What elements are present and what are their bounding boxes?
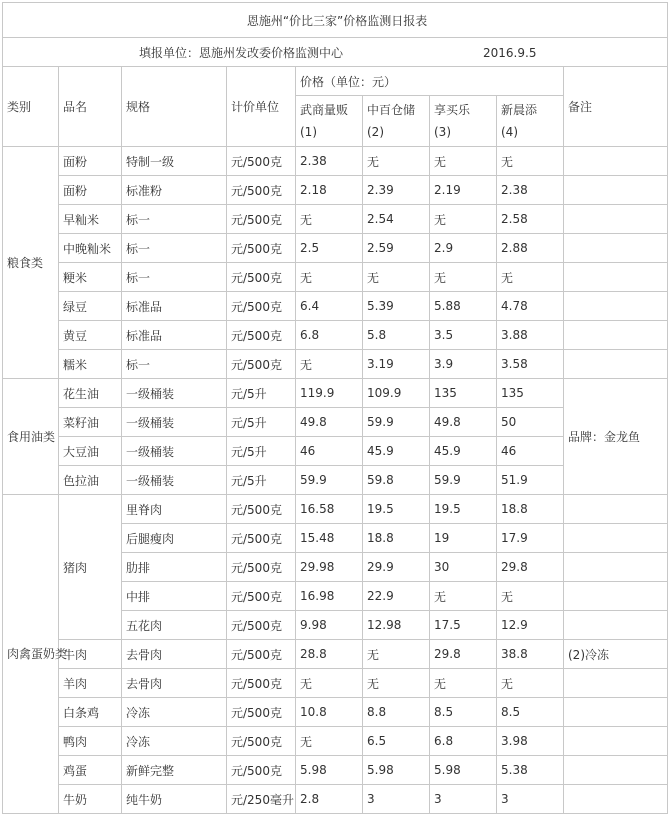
price-cell: 无 bbox=[497, 147, 564, 176]
shop-name: 中百仓储 bbox=[367, 103, 416, 117]
table-row bbox=[3, 727, 668, 756]
remark-cell bbox=[564, 147, 668, 176]
remark-cell bbox=[564, 553, 668, 582]
price-cell: 无 bbox=[497, 669, 564, 698]
price-unit: 元/500克 bbox=[227, 582, 296, 611]
header-spec: 规格 bbox=[122, 67, 227, 147]
product-spec: 五花肉 bbox=[122, 611, 227, 640]
product-spec: 一级桶装 bbox=[122, 466, 227, 495]
table-row bbox=[3, 379, 668, 408]
remark-cell bbox=[564, 234, 668, 263]
price-cell: 8.5 bbox=[497, 698, 564, 727]
price-cell: 8.8 bbox=[363, 698, 430, 727]
header-shop bbox=[497, 96, 564, 147]
price-unit: 元/5升 bbox=[227, 408, 296, 437]
remark-cell bbox=[564, 263, 668, 292]
price-cell: 30 bbox=[430, 553, 497, 582]
table-row bbox=[3, 263, 668, 292]
shop-name: 新晨添 bbox=[501, 103, 538, 117]
price-unit: 元/250毫升 bbox=[227, 785, 296, 814]
price-cell: 3.9 bbox=[430, 350, 497, 379]
price-cell: 29.9 bbox=[363, 553, 430, 582]
shop-index: (1) bbox=[300, 125, 317, 139]
price-cell: 无 bbox=[296, 727, 363, 756]
remark-cell bbox=[564, 524, 668, 553]
product-name: 牛奶 bbox=[59, 785, 122, 814]
price-cell: 29.8 bbox=[497, 553, 564, 582]
price-unit: 元/500克 bbox=[227, 727, 296, 756]
price-cell: 2.54 bbox=[363, 205, 430, 234]
price-cell: 无 bbox=[296, 263, 363, 292]
price-cell: 15.48 bbox=[296, 524, 363, 553]
product-spec: 中排 bbox=[122, 582, 227, 611]
price-unit: 元/500克 bbox=[227, 176, 296, 205]
product-name: 糯米 bbox=[59, 350, 122, 379]
product-spec: 去骨肉 bbox=[122, 640, 227, 669]
price-cell: 12.9 bbox=[497, 611, 564, 640]
remark-cell bbox=[564, 321, 668, 350]
header-remark: 备注 bbox=[564, 67, 668, 147]
price-cell: 3 bbox=[497, 785, 564, 814]
price-cell: 50 bbox=[497, 408, 564, 437]
price-cell: 2.19 bbox=[430, 176, 497, 205]
price-cell: 5.98 bbox=[430, 756, 497, 785]
price-cell: 2.59 bbox=[363, 234, 430, 263]
price-cell: 135 bbox=[430, 379, 497, 408]
product-name: 中晚籼米 bbox=[59, 234, 122, 263]
remark-cell bbox=[564, 669, 668, 698]
table-row bbox=[3, 756, 668, 785]
price-cell: 无 bbox=[363, 669, 430, 698]
price-cell: 135 bbox=[497, 379, 564, 408]
category-meat: 肉禽蛋奶类 bbox=[3, 495, 59, 814]
price-cell: 6.4 bbox=[296, 292, 363, 321]
category-grain: 粮食类 bbox=[3, 147, 59, 379]
product-spec: 纯牛奶 bbox=[122, 785, 227, 814]
price-cell: 51.9 bbox=[497, 466, 564, 495]
remark-oil: 品牌：金龙鱼 bbox=[564, 379, 668, 495]
price-cell: 18.8 bbox=[497, 495, 564, 524]
product-spec: 冷冻 bbox=[122, 727, 227, 756]
shop-name: 享买乐 bbox=[434, 103, 471, 117]
price-cell: 3.19 bbox=[363, 350, 430, 379]
remark-cell bbox=[564, 495, 668, 524]
price-cell: 无 bbox=[430, 205, 497, 234]
price-cell: 109.9 bbox=[363, 379, 430, 408]
price-unit: 元/500克 bbox=[227, 292, 296, 321]
price-cell: 无 bbox=[430, 669, 497, 698]
remark-beef: (2)冷冻 bbox=[564, 640, 668, 669]
price-cell: 无 bbox=[430, 263, 497, 292]
table-row bbox=[3, 234, 668, 263]
table-row bbox=[3, 350, 668, 379]
price-cell: 2.39 bbox=[363, 176, 430, 205]
price-cell: 119.9 bbox=[296, 379, 363, 408]
product-spec: 去骨肉 bbox=[122, 669, 227, 698]
remark-cell bbox=[564, 176, 668, 205]
product-name: 面粉 bbox=[59, 176, 122, 205]
price-cell: 17.5 bbox=[430, 611, 497, 640]
price-cell: 29.8 bbox=[430, 640, 497, 669]
table-row bbox=[3, 669, 668, 698]
price-cell: 59.8 bbox=[363, 466, 430, 495]
product-group-pork: 猪肉 bbox=[59, 495, 122, 640]
product-spec: 一级桶装 bbox=[122, 408, 227, 437]
price-unit: 元/500克 bbox=[227, 495, 296, 524]
price-cell: 无 bbox=[363, 263, 430, 292]
price-cell: 3.58 bbox=[497, 350, 564, 379]
price-cell: 17.9 bbox=[497, 524, 564, 553]
product-name: 大豆油 bbox=[59, 437, 122, 466]
price-cell: 无 bbox=[430, 582, 497, 611]
product-spec: 标一 bbox=[122, 350, 227, 379]
category-oil: 食用油类 bbox=[3, 379, 59, 495]
table-row bbox=[3, 205, 668, 234]
header-unit: 计价单位 bbox=[227, 67, 296, 147]
table-row bbox=[3, 785, 668, 814]
price-cell: 8.5 bbox=[430, 698, 497, 727]
price-cell: 49.8 bbox=[296, 408, 363, 437]
product-spec: 里脊肉 bbox=[122, 495, 227, 524]
product-name: 鸡蛋 bbox=[59, 756, 122, 785]
price-cell: 19.5 bbox=[363, 495, 430, 524]
product-name: 牛肉 bbox=[59, 640, 122, 669]
price-cell: 5.88 bbox=[430, 292, 497, 321]
price-cell: 5.98 bbox=[296, 756, 363, 785]
price-unit: 元/500克 bbox=[227, 669, 296, 698]
price-unit: 元/500克 bbox=[227, 640, 296, 669]
product-name: 黄豆 bbox=[59, 321, 122, 350]
product-name: 花生油 bbox=[59, 379, 122, 408]
table-row bbox=[3, 292, 668, 321]
price-unit: 元/5升 bbox=[227, 437, 296, 466]
price-unit: 元/5升 bbox=[227, 379, 296, 408]
price-cell: 无 bbox=[296, 205, 363, 234]
price-cell: 28.8 bbox=[296, 640, 363, 669]
price-cell: 10.8 bbox=[296, 698, 363, 727]
price-cell: 6.5 bbox=[363, 727, 430, 756]
price-cell: 2.38 bbox=[497, 176, 564, 205]
price-cell: 38.8 bbox=[497, 640, 564, 669]
product-spec: 标一 bbox=[122, 205, 227, 234]
shop-name: 武商量贩 bbox=[300, 103, 349, 117]
price-cell: 无 bbox=[296, 669, 363, 698]
remark-cell bbox=[564, 350, 668, 379]
product-name: 早籼米 bbox=[59, 205, 122, 234]
price-cell: 无 bbox=[296, 350, 363, 379]
report-info bbox=[3, 38, 668, 67]
price-cell: 无 bbox=[363, 147, 430, 176]
price-cell: 59.9 bbox=[296, 466, 363, 495]
reporting-unit: 填报单位：恩施州发改委价格监测中心 bbox=[139, 45, 344, 60]
product-spec: 标一 bbox=[122, 234, 227, 263]
price-cell: 3.88 bbox=[497, 321, 564, 350]
remark-cell bbox=[564, 611, 668, 640]
price-cell: 46 bbox=[497, 437, 564, 466]
price-cell: 2.58 bbox=[497, 205, 564, 234]
product-name: 绿豆 bbox=[59, 292, 122, 321]
product-spec: 一级桶装 bbox=[122, 379, 227, 408]
product-name: 粳米 bbox=[59, 263, 122, 292]
price-cell: 无 bbox=[497, 263, 564, 292]
price-cell: 22.9 bbox=[363, 582, 430, 611]
price-cell: 45.9 bbox=[430, 437, 497, 466]
header-product: 品名 bbox=[59, 67, 122, 147]
product-name: 白条鸡 bbox=[59, 698, 122, 727]
shop-index: (3) bbox=[434, 125, 451, 139]
price-cell: 19.5 bbox=[430, 495, 497, 524]
report-date: 2016.9.5 bbox=[483, 45, 537, 60]
table-row bbox=[3, 147, 668, 176]
product-spec: 标一 bbox=[122, 263, 227, 292]
price-unit: 元/500克 bbox=[227, 263, 296, 292]
price-cell: 49.8 bbox=[430, 408, 497, 437]
product-name: 色拉油 bbox=[59, 466, 122, 495]
product-spec: 后腿瘦肉 bbox=[122, 524, 227, 553]
header-price-group: 价格（单位：元） bbox=[296, 67, 564, 96]
price-cell: 5.38 bbox=[497, 756, 564, 785]
price-cell: 2.18 bbox=[296, 176, 363, 205]
price-cell: 2.9 bbox=[430, 234, 497, 263]
header-category: 类别 bbox=[3, 67, 59, 147]
remark-cell bbox=[564, 727, 668, 756]
remark-cell bbox=[564, 205, 668, 234]
table-row bbox=[3, 495, 668, 524]
price-cell: 46 bbox=[296, 437, 363, 466]
header-shop bbox=[363, 96, 430, 147]
price-cell: 5.8 bbox=[363, 321, 430, 350]
product-name: 菜籽油 bbox=[59, 408, 122, 437]
product-name: 面粉 bbox=[59, 147, 122, 176]
price-cell: 6.8 bbox=[296, 321, 363, 350]
price-cell: 无 bbox=[497, 582, 564, 611]
price-report-table bbox=[2, 2, 668, 814]
price-unit: 元/500克 bbox=[227, 321, 296, 350]
price-cell: 2.5 bbox=[296, 234, 363, 263]
price-cell: 3 bbox=[430, 785, 497, 814]
price-unit: 元/500克 bbox=[227, 350, 296, 379]
price-cell: 3 bbox=[363, 785, 430, 814]
price-cell: 6.8 bbox=[430, 727, 497, 756]
shop-index: (2) bbox=[367, 125, 384, 139]
product-spec: 标准粉 bbox=[122, 176, 227, 205]
price-cell: 16.98 bbox=[296, 582, 363, 611]
header-shop bbox=[296, 96, 363, 147]
product-name: 羊肉 bbox=[59, 669, 122, 698]
product-spec: 标准品 bbox=[122, 321, 227, 350]
price-cell: 9.98 bbox=[296, 611, 363, 640]
price-cell: 2.38 bbox=[296, 147, 363, 176]
remark-cell bbox=[564, 292, 668, 321]
price-unit: 元/500克 bbox=[227, 524, 296, 553]
price-cell: 19 bbox=[430, 524, 497, 553]
price-cell: 3.5 bbox=[430, 321, 497, 350]
price-cell: 无 bbox=[363, 640, 430, 669]
product-spec: 新鲜完整 bbox=[122, 756, 227, 785]
report-title: 恩施州“价比三家”价格监测日报表 bbox=[3, 3, 668, 38]
price-unit: 元/500克 bbox=[227, 147, 296, 176]
price-cell: 4.78 bbox=[497, 292, 564, 321]
product-spec: 肋排 bbox=[122, 553, 227, 582]
price-cell: 3.98 bbox=[497, 727, 564, 756]
remark-cell bbox=[564, 582, 668, 611]
price-cell: 59.9 bbox=[363, 408, 430, 437]
table-row bbox=[3, 640, 668, 669]
price-cell: 18.8 bbox=[363, 524, 430, 553]
price-cell: 12.98 bbox=[363, 611, 430, 640]
price-cell: 45.9 bbox=[363, 437, 430, 466]
price-cell: 5.98 bbox=[363, 756, 430, 785]
price-cell: 59.9 bbox=[430, 466, 497, 495]
header-shop bbox=[430, 96, 497, 147]
price-unit: 元/5升 bbox=[227, 466, 296, 495]
remark-cell bbox=[564, 698, 668, 727]
price-unit: 元/500克 bbox=[227, 234, 296, 263]
price-cell: 16.58 bbox=[296, 495, 363, 524]
price-cell: 2.8 bbox=[296, 785, 363, 814]
price-unit: 元/500克 bbox=[227, 756, 296, 785]
price-unit: 元/500克 bbox=[227, 205, 296, 234]
table-row bbox=[3, 176, 668, 205]
table-row bbox=[3, 698, 668, 727]
price-unit: 元/500克 bbox=[227, 611, 296, 640]
product-spec: 冷冻 bbox=[122, 698, 227, 727]
price-unit: 元/500克 bbox=[227, 698, 296, 727]
product-spec: 一级桶装 bbox=[122, 437, 227, 466]
price-cell: 5.39 bbox=[363, 292, 430, 321]
product-name: 鸭肉 bbox=[59, 727, 122, 756]
price-unit: 元/500克 bbox=[227, 553, 296, 582]
product-spec: 标准品 bbox=[122, 292, 227, 321]
product-spec: 特制一级 bbox=[122, 147, 227, 176]
shop-index: (4) bbox=[501, 125, 518, 139]
price-cell: 无 bbox=[430, 147, 497, 176]
remark-cell bbox=[564, 785, 668, 814]
price-cell: 2.88 bbox=[497, 234, 564, 263]
remark-cell bbox=[564, 756, 668, 785]
table-row bbox=[3, 321, 668, 350]
price-cell: 29.98 bbox=[296, 553, 363, 582]
